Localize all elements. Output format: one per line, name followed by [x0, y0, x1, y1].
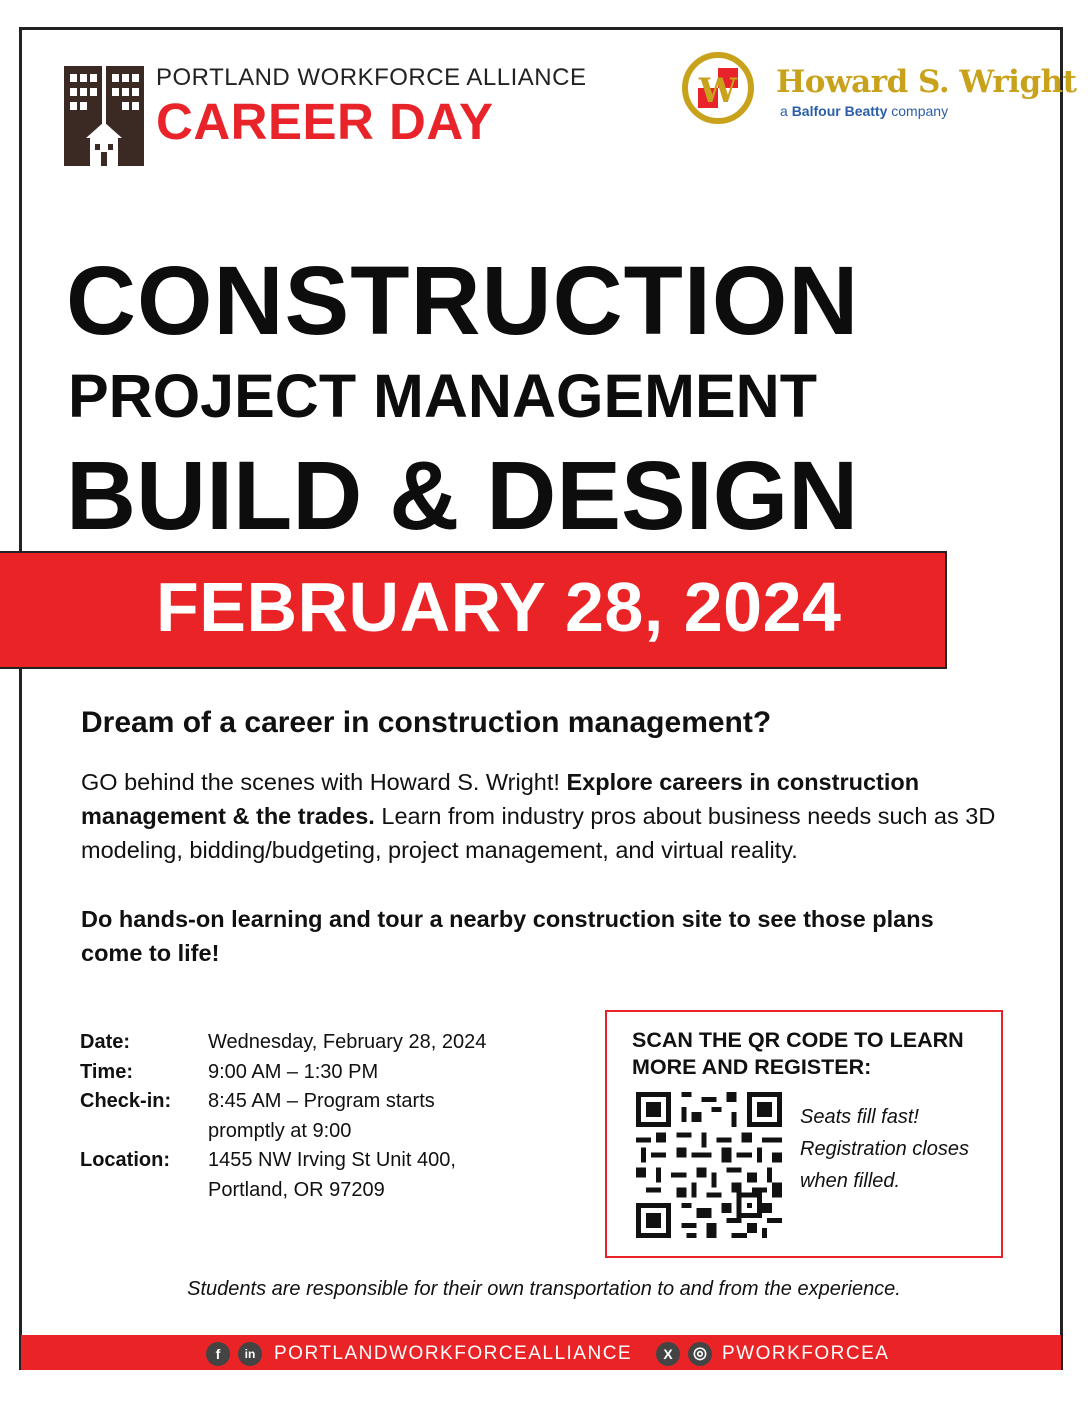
qr-title: SCAN THE QR CODE TO LEARN MORE AND REGISTER: [632, 1028, 964, 1079]
detail-label: Check-in: [80, 1090, 172, 1112]
x-icon[interactable]: X [656, 1342, 680, 1366]
qr-code-icon[interactable] [636, 1092, 782, 1238]
detail-row-location [80, 1146, 528, 1205]
detail-label: Date: [80, 1031, 131, 1053]
qr-note: Seats fill fast! Registration closes when filled. [800, 1106, 969, 1192]
org-name: PORTLAND WORKFORCE ALLIANCE [156, 64, 587, 91]
intro-paragraph: GO behind the scenes with Howard S. Wright! Explore careers in construction management & the trades. Learn from industry pros about business needs such as 3D modeling, bidding/budgeting, project management, and virtual reality. [81, 769, 996, 863]
footer-handle-right[interactable]: PWORKFORCEA [722, 1343, 890, 1364]
title-line-3: BUILD & DESIGN [66, 441, 859, 550]
title-line-1: CONSTRUCTION [66, 246, 860, 355]
detail-row-checkin [80, 1087, 528, 1146]
title-line-2: PROJECT MANAGEMENT [68, 362, 817, 430]
instagram-icon[interactable]: ◎ [688, 1342, 712, 1366]
event-details [80, 1028, 528, 1205]
detail-label: Location: [80, 1149, 170, 1171]
partner-mark: W [698, 71, 738, 111]
intro-question: Dream of a career in construction management? [81, 706, 772, 739]
detail-value: 1455 NW Irving St Unit 400, Portland, OR 97209 [208, 1149, 456, 1201]
event-name: CAREER DAY [156, 93, 494, 150]
banner-date: FEBRUARY 28, 2024 [156, 568, 842, 646]
partner-tagline: a Balfour Beatty company [780, 103, 949, 119]
building-logo-icon [64, 66, 144, 166]
detail-label: Time: [80, 1060, 133, 1083]
detail-value: Wednesday, February 28, 2024 [208, 1031, 487, 1053]
detail-value: 8:45 AM – Program starts promptly at 9:00 [208, 1090, 435, 1142]
detail-row-time [80, 1058, 528, 1088]
facebook-icon[interactable]: f [206, 1342, 230, 1366]
partner-name: Howard S. Wright [776, 64, 1077, 100]
intro-paragraph-2: Do hands-on learning and tour a nearby construction site to see those plans come to life! [81, 906, 934, 966]
transportation-note: Students are responsible for their own transportation to and from the experience. [187, 1278, 901, 1300]
footer-handle-left[interactable]: PORTLANDWORKFORCEALLIANCE [274, 1343, 633, 1364]
detail-row-date [80, 1028, 528, 1058]
howard-s-wright-logo-icon [682, 52, 754, 124]
linkedin-icon[interactable]: in [238, 1342, 262, 1366]
detail-value: 9:00 AM – 1:30 PM [208, 1060, 379, 1083]
